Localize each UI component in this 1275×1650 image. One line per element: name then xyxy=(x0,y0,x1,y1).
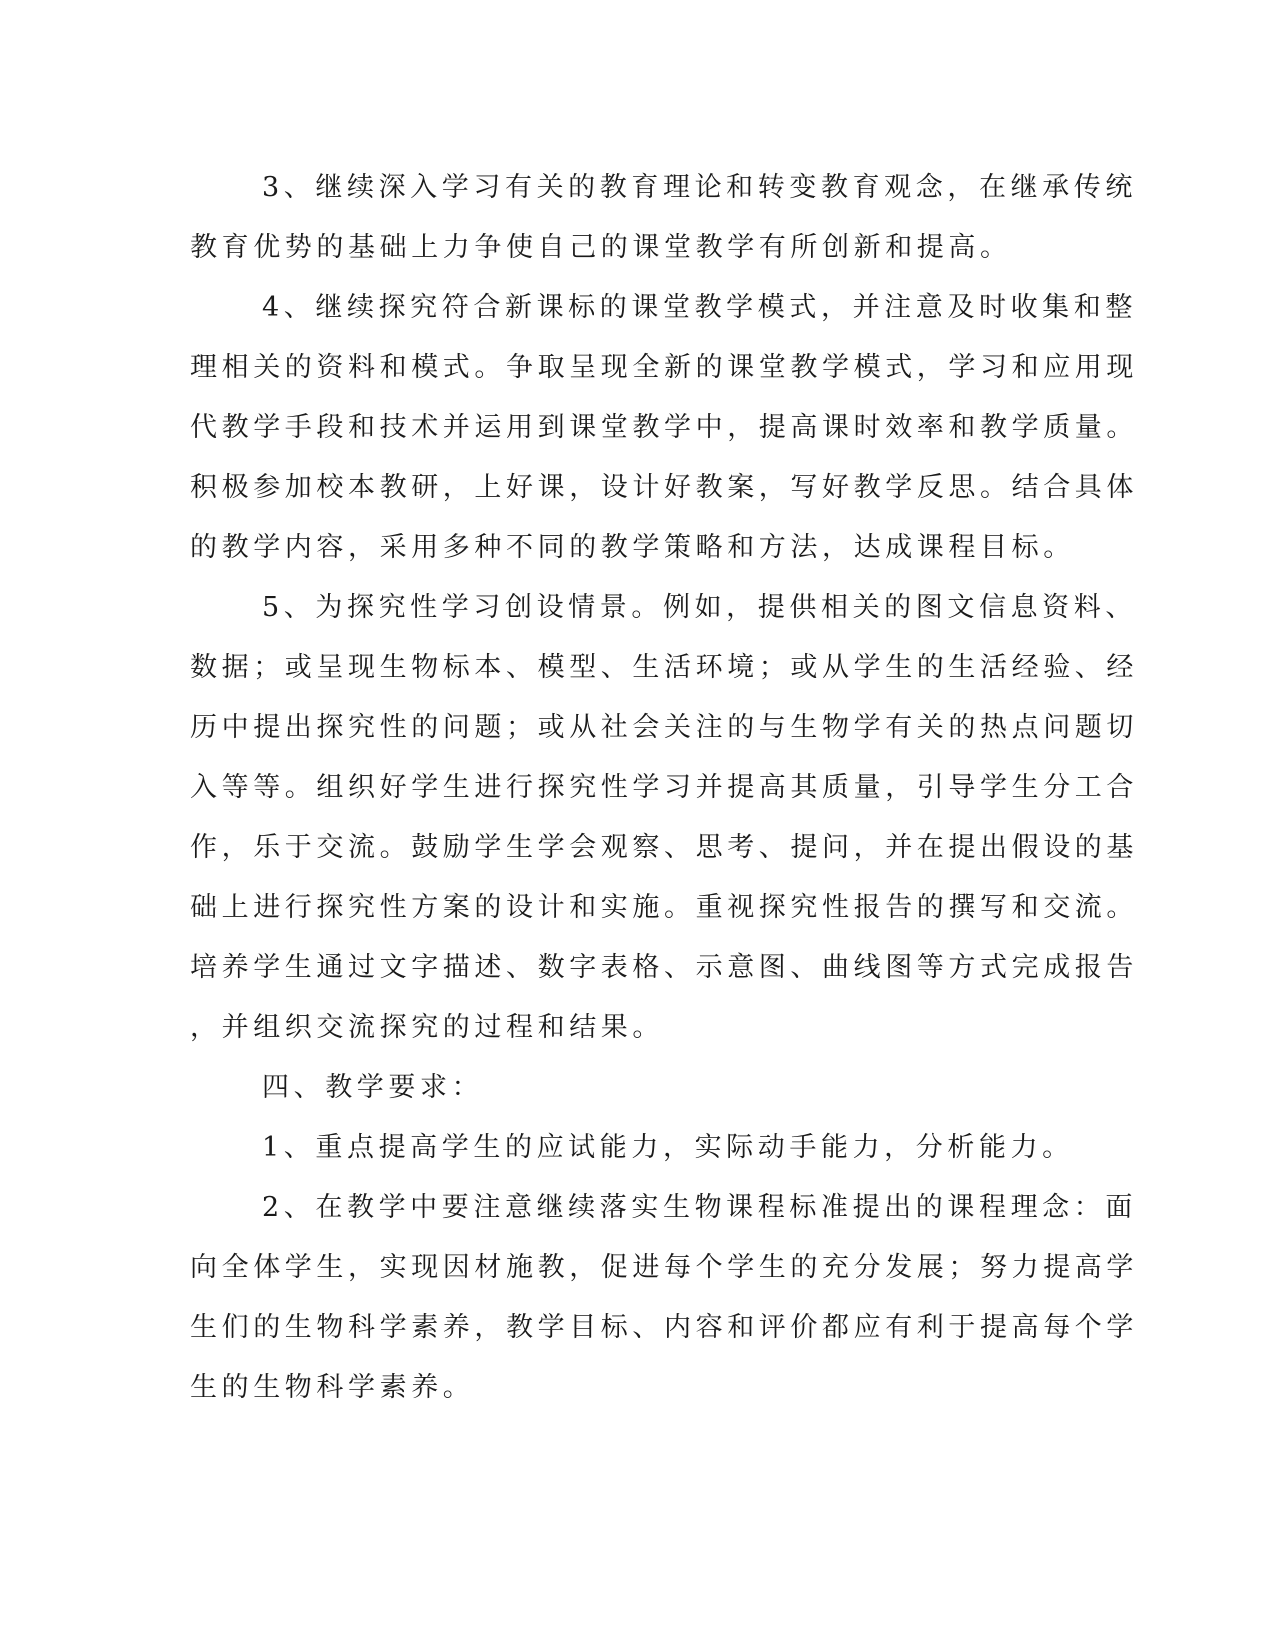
paragraph-3-line-1: 3、继续深入学习有关的教育理论和转变教育观念，在继承传统 xyxy=(262,172,1137,203)
document-body xyxy=(190,158,1138,1418)
requirement-2-line-4: 生的生物科学素养。 xyxy=(190,1372,475,1403)
paragraph-5-line-7: 培养学生通过文字描述、数字表格、示意图、曲线图等方式完成报告 xyxy=(190,952,1138,983)
paragraph-4-line-3: 代教学手段和技术并运用到课堂教学中，提高课时效率和教学质量。 xyxy=(190,412,1138,443)
paragraph-5-line-2: 数据；或呈现生物标本、模型、生活环境；或从学生的生活经验、经 xyxy=(190,652,1138,683)
requirement-2-line-2: 向全体学生，实现因材施教，促进每个学生的充分发展；努力提高学 xyxy=(190,1252,1138,1283)
paragraph-4-line-4: 积极参加校本教研，上好课，设计好教案，写好教学反思。结合具体 xyxy=(190,472,1138,503)
paragraph-5-line-3: 历中提出探究性的问题；或从社会关注的与生物学有关的热点问题切 xyxy=(190,712,1138,743)
paragraph-5-line-1: 5、为探究性学习创设情景。例如，提供相关的图文信息资料、 xyxy=(262,592,1137,623)
requirement-1-line-1: 1、重点提高学生的应试能力，实际动手能力，分析能力。 xyxy=(262,1132,1074,1163)
paragraph-5-line-4: 入等等。组织好学生进行探究性学习并提高其质量，引导学生分工合 xyxy=(190,772,1138,803)
paragraph-5-line-8: ，并组织交流探究的过程和结果。 xyxy=(190,1012,664,1043)
paragraph-3-line-2: 教育优势的基础上力争使自己的课堂教学有所创新和提高。 xyxy=(190,232,1012,263)
paragraph-4-line-5: 的教学内容，采用多种不同的教学策略和方法，达成课程目标。 xyxy=(190,532,1075,563)
requirement-2-line-3: 生们的生物科学素养，教学目标、内容和评价都应有利于提高每个学 xyxy=(190,1312,1138,1343)
requirement-2-line-1: 2、在教学中要注意继续落实生物课程标准提出的课程理念：面 xyxy=(262,1192,1137,1223)
paragraph-4-line-1: 4、继续探究符合新课标的课堂教学模式，并注意及时收集和整 xyxy=(262,292,1137,323)
section-heading-teaching-requirements: 四、教学要求： xyxy=(262,1072,484,1103)
paragraph-5-line-5: 作，乐于交流。鼓励学生学会观察、思考、提问，并在提出假设的基 xyxy=(190,832,1138,863)
paragraph-5-line-6: 础上进行探究性方案的设计和实施。重视探究性报告的撰写和交流。 xyxy=(190,892,1138,923)
paragraph-4-line-2: 理相关的资料和模式。争取呈现全新的课堂教学模式，学习和应用现 xyxy=(190,352,1138,383)
